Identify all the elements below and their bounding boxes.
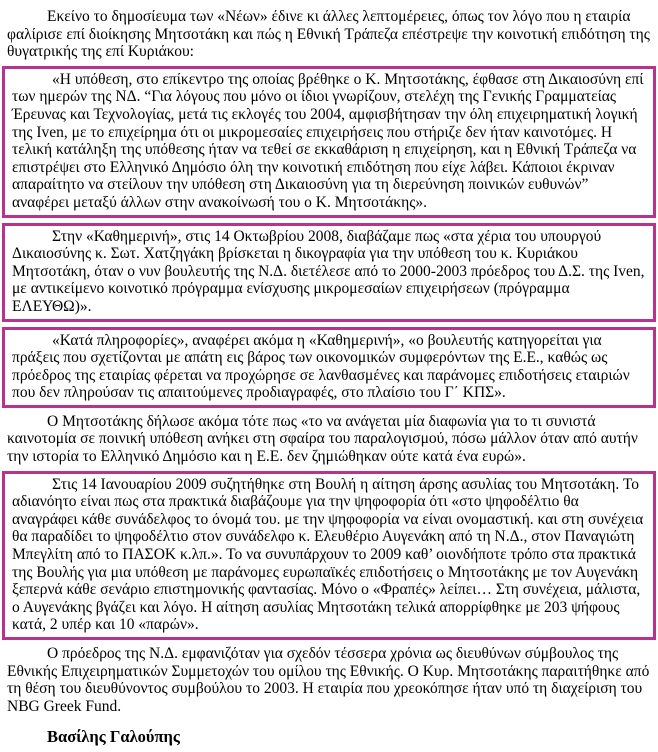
paragraph-mitsotakis-reply: Ο Μητσοτάκης δήλωσε ακόμα τότε πως «το να ανάγεται μία διαφωνία για το τι συνιστά καινοτομία σε ποινική υπόθεση ανήκει στη σφαίρα του παραλογισμού, πόσω μάλλον όταν από αυτήν την ιστορία το Ελληνικό Δημόσιο και η Ε.Ε. δεν ζημιώθηκαν ούτε κατά ένα ευρώ». <box>7 412 638 466</box>
boxed-quote-kathimerini-charges: «Κατά πληροφορίες», αναφέρει ακόμα η «Καθημερινή», «ο βουλευτής κατηγορείται για πράξεις που σχετίζονται με απάτη εις βάρος των οικονομικών συμφερόντων της Ε.Ε., καθώς ως πρόεδρος της εταιρίας φέρεται να προχώρησε σε λανθασμένες και παράνομες επιδοτήσεις εταιριών που δεν πληρούσαν τις απαιτούμενες προδιαγραφές, στο πλαίσιο του Γ΄ ΚΠΣ». <box>2 327 656 408</box>
closing-paragraph: Ο πρόεδρος της Ν.Δ. εμφανιζόταν για σχεδόν τέσσερα χρόνια ως διευθύνων σύμβουλος της Εθνικής Επιχειρηματικών Συμμετοχών του ομίλου της Εθνικής. Ο Κυρ. Μητσοτάκης παραιτήθηκε από τη θέση του διευθύνοντος συμβούλου το 2003. Η εταιρία που χρεοκόπησε ήταν υπό τη διαχείριση του NBG Greek Fund. <box>7 645 650 715</box>
author-signature: Βασίλης Γαλούπης <box>47 727 180 747</box>
boxed-quote-kathimerini-2008: Στην «Καθημερινή», στις 14 Οκτωβρίου 2008, διαβάζαμε πως «στα χέρια του υπουργού Δικαιοσύνης κ. Σωτ. Χατζηγάκη βρίσκεται η δικογραφία για την υπόθεση του κ. Κυριάκου Μητσοτάκη, όταν ο νυν βουλευτής της Ν.Δ. διετέλεσε από το 2000-2003 πρόεδρος του Δ.Σ. της Iven, με αντικείμενο κοινοτικό πρόγραμμα ενίσχυσης μικρομεσαίων επιχειρήσεων (πρόγραμμα ΕΛΕΥΘΩ)». <box>2 223 656 322</box>
article-page <box>2 8 656 746</box>
boxed-quote-mitsotakis-statement: «Η υπόθεση, στο επίκεντρο της οποίας βρέθηκε ο Κ. Μητσοτάκης, έφθασε στη Δικαιοσύνη επί των ημερών της ΝΔ. “Για λόγους που μόνο οι ίδιοι γνωρίζουν, στελέχη της Γενικής Γραμματείας Έρευνας και Τεχνολογίας, μετά τις εκλογές του 2004, αμφισβήτησαν την όλη επιχειρηματική λογική της Iven, με το επιχείρημα ότι οι μικρομεσαίες επιχειρήσεις που στήριζε δεν ήταν καινοτόμες. Η τελική κατάληξη της υπόθεσης ήταν να τεθεί σε εκκαθάριση η επιχείρηση, και η Εθνική Τράπεζα να επιστρέψει στο Ελληνικό Δημόσιο όλη την κοινοτική επιδότηση που είχε λάβει. Κάποιοι έκριναν απαραίτητο να στείλουν την υπόθεση στη Δικαιοσύνη για τη διερεύνηση ποινικών ευθυνών” αναφέρει μεταξύ άλλων στην ανακοίνωσή του ο Κ. Μητσοτάκης». <box>2 66 656 218</box>
boxed-quote-parliament-vote-2009: Στις 14 Ιανουαρίου 2009 συζητήθηκε στη Βουλή η αίτηση άρσης ασυλίας του Μητσοτάκη. Το αδιανόητο είναι πως στα πρακτικά διαβάζουμε για την ψηφοφορία ότι «στο ψηφοδέλτιο θα αναγράφει κάθε συνάδελφος το όνομά του. με την ψηφοφορία να είναι ονομαστική. και στη συνέχεια θα παραδίδει το ψηφοδέλτιο στον συνάδελφο κ. Ελευθέριο Αυγενάκη από τη Ν.Δ., στον Παναγιώτη Μπεγλίτη από το ΠΑΣΟΚ κ.λπ.». Το να συνυπάρχουν το 2009 καθ’ οιονδήποτε τρόπο στα πρακτικά της Βουλής για μια υπόθεση με παράνομες ευρωπαϊκές επιδοτήσεις ο Μητσοτάκης με τον Αυγενάκη ξεπερνά κάθε σενάριο επιστημονικής φαντασίας. Μόνο ο «Φραπές» λείπει… Στη συνέχεια, μάλιστα, ο Αυγενάκης βγάζει και λόγο. Η αίτηση ασυλίας Μητσοτάκη τελικά απορρίφθηκε με 203 ψήφους κατά, 2 υπέρ και 10 «παρών». <box>2 471 656 640</box>
intro-paragraph: Εκείνο το δημοσίευμα των «Νέων» έδινε κι άλλες λεπτομέρειες, όπως τον λόγο που η εταιρία φαλίρισε επί διοίκησης Μητσοτάκη και πώς η Εθνική Τράπεζα επέστρεψε την κοινοτική επιδότηση της θυγατρικής της επί Κυριάκου: <box>7 8 650 61</box>
